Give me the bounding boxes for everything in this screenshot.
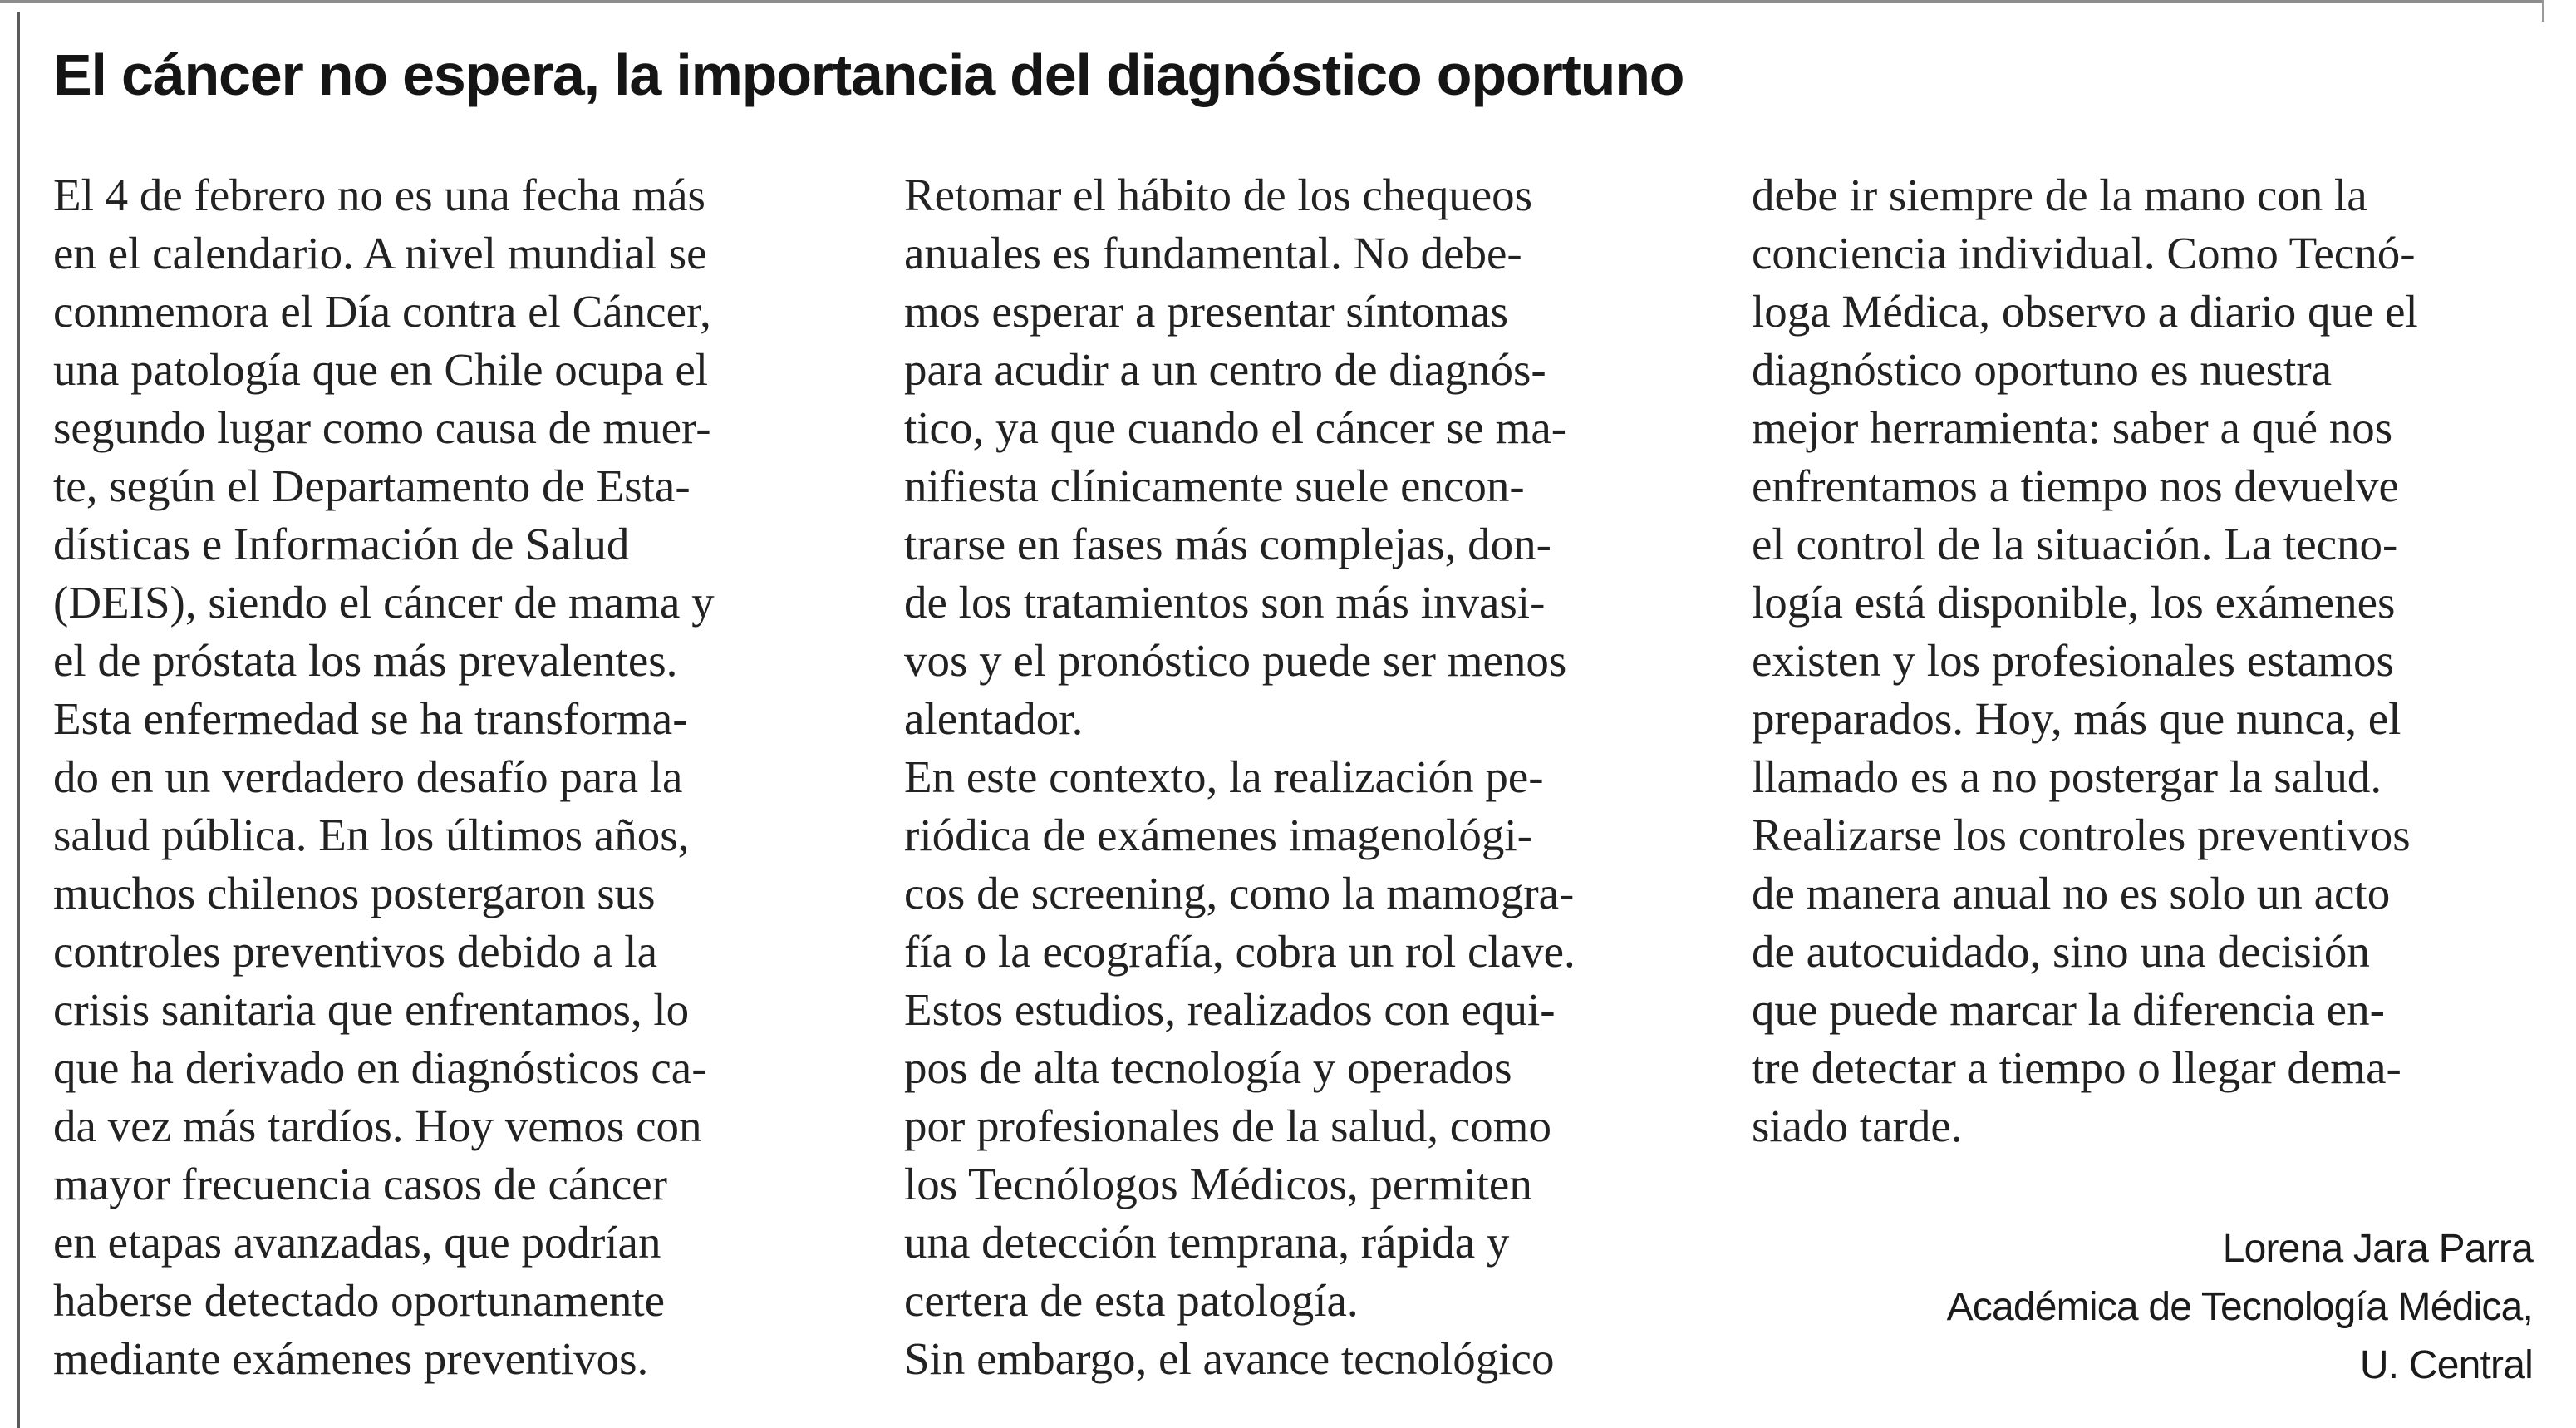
column-2-line: En este contexto, la realización pe- xyxy=(904,751,1544,802)
column-2-line: anuales es fundamental. No debe- xyxy=(904,228,1522,278)
top-border-rule xyxy=(0,0,2543,3)
column-1-line: en el calendario. A nivel mundial se xyxy=(53,228,707,278)
article-column-1 xyxy=(53,166,843,1388)
column-2-line: fía o la ecografía, cobra un rol clave. xyxy=(904,926,1576,977)
column-1-line: en etapas avanzadas, que podrían xyxy=(53,1217,661,1268)
column-3-line: preparados. Hoy, más que nunca, el xyxy=(1752,693,2401,744)
column-2-line: riódica de exámenes imagenológi- xyxy=(904,810,1532,860)
column-2-line: cos de screening, como la mamogra- xyxy=(904,868,1575,918)
article-column-2 xyxy=(904,166,1694,1388)
column-2-line: trarse en fases más complejas, don- xyxy=(904,519,1551,569)
column-1-line: controles preventivos debido a la xyxy=(53,926,658,977)
column-3-line: diagnóstico oportuno es nuestra xyxy=(1752,344,2333,395)
column-3-line: el control de la situación. La tecno- xyxy=(1752,519,2398,569)
column-1-line: el de próstata los más prevalentes. xyxy=(53,635,678,686)
column-1-line: mayor frecuencia casos de cáncer xyxy=(53,1159,667,1209)
column-2-line: Estos estudios, realizados con equi- xyxy=(904,984,1556,1035)
column-1-line: muchos chilenos postergaron sus xyxy=(53,868,656,918)
column-3-line: Realizarse los controles preventivos xyxy=(1752,810,2411,860)
author-role: Académica de Tecnología Médica, xyxy=(1946,1285,2533,1329)
column-3-line: debe ir siempre de la mano con la xyxy=(1752,170,2367,220)
column-2-line: vos y el pronóstico puede ser menos xyxy=(904,635,1567,686)
author-name: Lorena Jara Parra xyxy=(2222,1227,2533,1271)
column-1-line: que ha derivado en diagnósticos ca- xyxy=(53,1042,707,1093)
left-border-rule xyxy=(17,12,20,1428)
column-2-line: Retomar el hábito de los chequeos xyxy=(904,170,1533,220)
column-2-line: nifiesta clínicamente suele encon- xyxy=(904,460,1525,511)
column-3-line: de autocuidado, sino una decisión xyxy=(1752,926,2370,977)
column-1-line: El 4 de febrero no es una fecha más xyxy=(53,170,705,220)
column-2-line: Sin embargo, el avance tecnológico xyxy=(904,1333,1555,1384)
column-1-line: segundo lugar como causa de muer- xyxy=(53,402,711,453)
column-1-line: do en un verdadero desafío para la xyxy=(53,751,683,802)
column-3-line: existen y los profesionales estamos xyxy=(1752,635,2394,686)
column-1-line: crisis sanitaria que enfrentamos, lo xyxy=(53,984,690,1035)
column-3-line: llamado es a no postergar la salud. xyxy=(1752,751,2382,802)
column-3-line: logía está disponible, los exámenes xyxy=(1752,577,2396,628)
article-column-3 xyxy=(1752,166,2541,1155)
column-1-line: salud pública. En los últimos años, xyxy=(53,810,690,860)
column-3-line: mejor herramienta: saber a qué nos xyxy=(1752,402,2393,453)
article-headline: El cáncer no espera, la importancia del diagnóstico oportuno xyxy=(53,42,1684,107)
column-1-line: dísticas e Información de Salud xyxy=(53,519,630,569)
author-institution: U. Central xyxy=(2359,1343,2533,1387)
column-1-line: mediante exámenes preventivos. xyxy=(53,1333,649,1384)
column-2-line: para acudir a un centro de diagnós- xyxy=(904,344,1546,395)
column-2-line: certera de esta patología. xyxy=(904,1275,1359,1326)
column-1-line: haberse detectado oportunamente xyxy=(53,1275,666,1326)
column-3-line: siado tarde. xyxy=(1752,1101,1963,1151)
column-1-line: conmemora el Día contra el Cáncer, xyxy=(53,286,711,337)
column-1-line: una patología que en Chile ocupa el xyxy=(53,344,709,395)
column-2-line: los Tecnólogos Médicos, permiten xyxy=(904,1159,1532,1209)
column-3-line: conciencia individual. Como Tecnó- xyxy=(1752,228,2416,278)
column-3-line: loga Médica, observo a diario que el xyxy=(1752,286,2418,337)
column-3-line: de manera anual no es solo un acto xyxy=(1752,868,2391,918)
column-1-line: da vez más tardíos. Hoy vemos con xyxy=(53,1101,702,1151)
column-1-line: (DEIS), siendo el cáncer de mama y xyxy=(53,577,715,628)
column-2-line: una detección temprana, rápida y xyxy=(904,1217,1510,1268)
column-1-line: Esta enfermedad se ha transforma- xyxy=(53,693,688,744)
column-1-line: te, según el Departamento de Esta- xyxy=(53,460,691,511)
column-2-line: mos esperar a presentar síntomas xyxy=(904,286,1508,337)
column-2-line: por profesionales de la salud, como xyxy=(904,1101,1551,1151)
column-3-line: enfrentamos a tiempo nos devuelve xyxy=(1752,460,2399,511)
author-signature xyxy=(1947,1220,2533,1395)
right-border-tick xyxy=(2542,0,2544,22)
column-2-line: pos de alta tecnología y operados xyxy=(904,1042,1512,1093)
column-2-line: alentador. xyxy=(904,693,1084,744)
column-2-line: tico, ya que cuando el cáncer se ma- xyxy=(904,402,1567,453)
column-3-line: tre detectar a tiempo o llegar dema- xyxy=(1752,1042,2401,1093)
column-3-line: que puede marcar la diferencia en- xyxy=(1752,984,2385,1035)
column-2-line: de los tratamientos son más invasi- xyxy=(904,577,1546,628)
